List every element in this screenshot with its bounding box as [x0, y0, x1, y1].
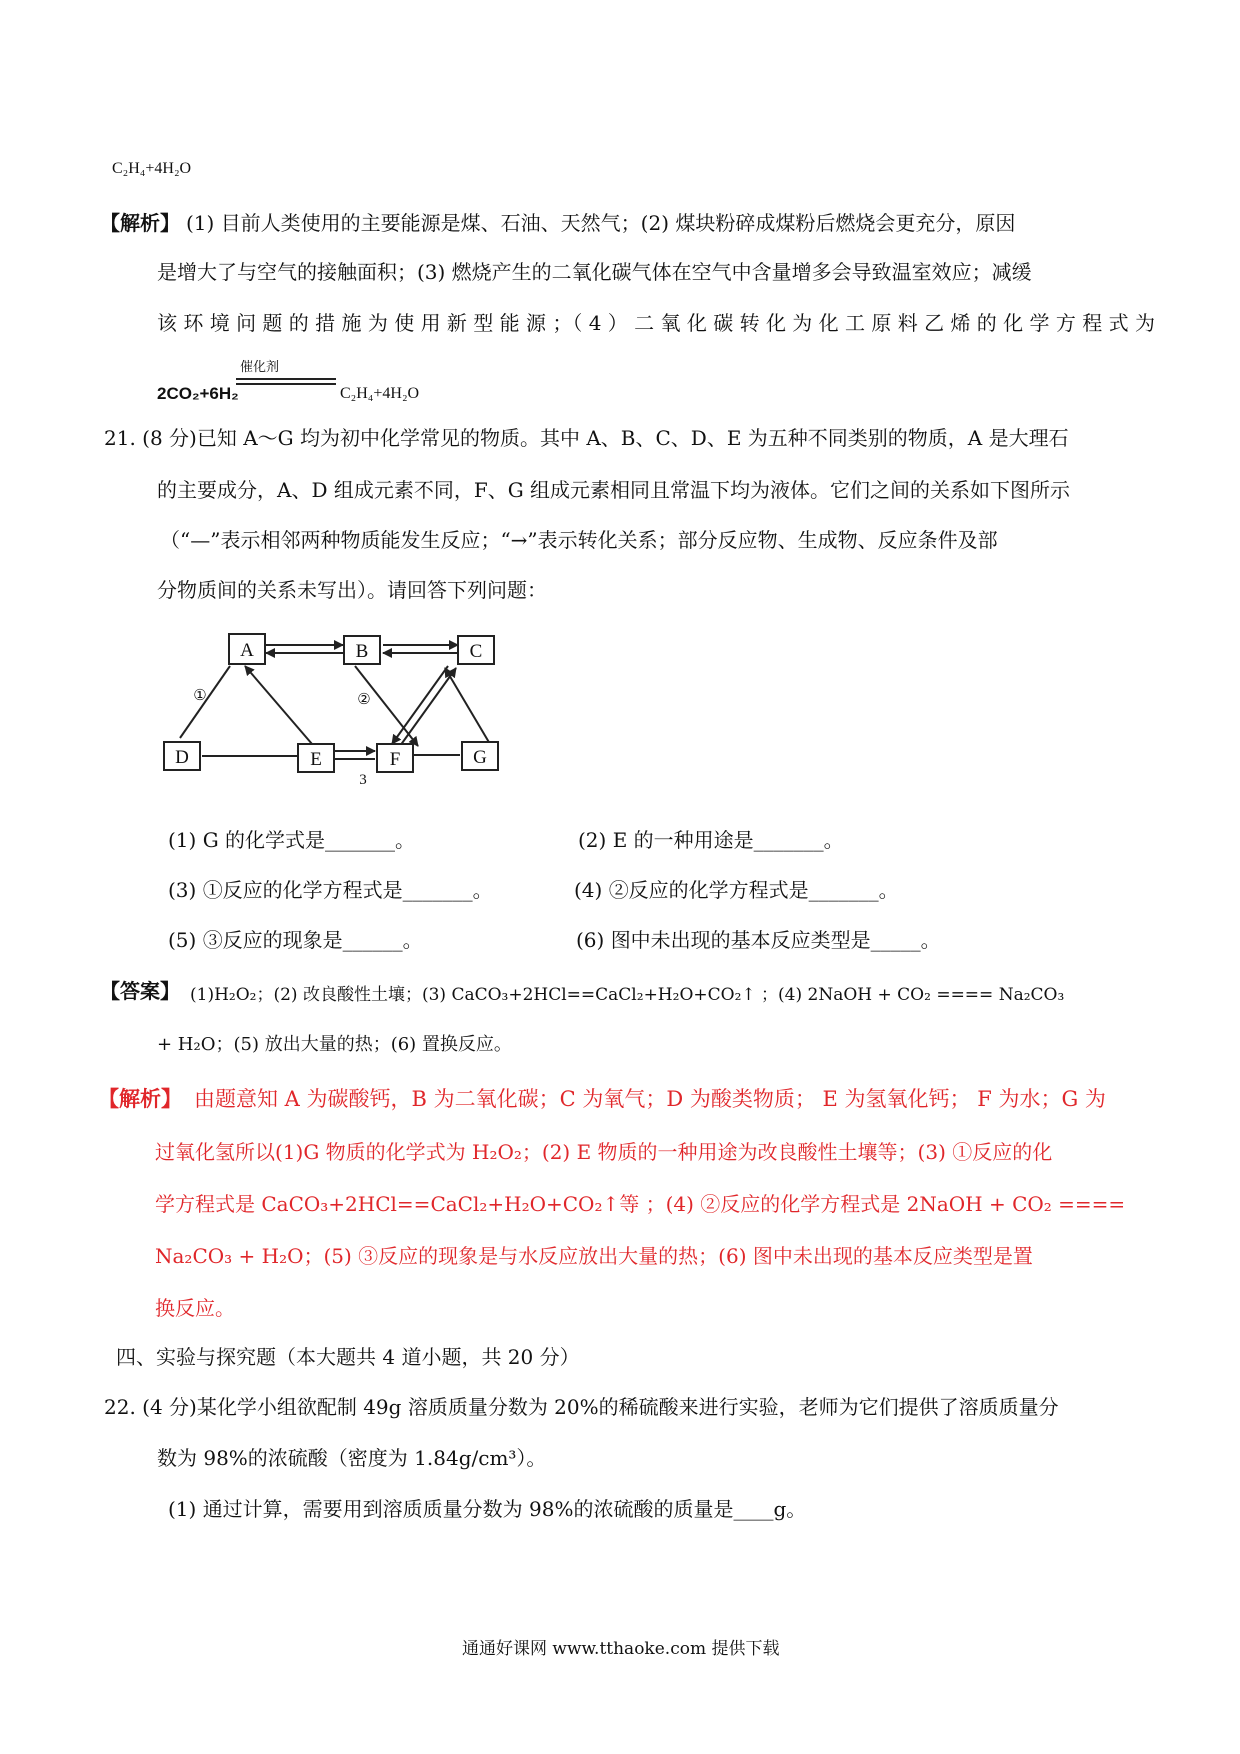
mark-2: ②: [357, 692, 371, 708]
node-g: G: [473, 747, 487, 768]
equation-line-bottom: [236, 383, 336, 385]
node-c: C: [469, 641, 483, 662]
arrow-f-to-c: [400, 668, 456, 746]
analysis-label: 【解析】: [100, 211, 180, 235]
footer-source: 通通好课网 www.tthaoke.com 提供下载: [462, 1639, 780, 1659]
answer-label: 【答案】: [100, 979, 180, 1003]
red-analysis-line-2: 过氧化氢所以(1)G 物质的化学式为 H₂O₂；(2) E 物质的一种用途为改良酸性土壤等；(3) ①反应的化: [155, 1140, 1053, 1164]
q21-sub-1: (1) G 的化学式是_______。: [168, 828, 416, 852]
top-formula: C₂H₄+4H₂O: [112, 160, 192, 177]
answer-line-1: (1)H₂O₂；(2) 改良酸性土壤；(3) CaCO₃+2HCl==CaCl₂+H₂O+CO₂↑ ；(4) 2NaOH + CO₂ ==== Na₂CO₃: [190, 985, 1065, 1005]
arrow-c-to-f: [392, 666, 448, 744]
node-f: F: [389, 749, 401, 770]
q21-line-1: 21. (8 分)已知 A～G 均为初中化学常见的物质。其中 A、B、C、D、E 为五种不同类别的物质，A 是大理石: [104, 426, 1069, 450]
q21-sub-2: (2) E 的一种用途是_______。: [578, 828, 844, 852]
answer-line-2: + H₂O；(5) 放出大量的热；(6) 置换反应。: [157, 1034, 512, 1055]
red-analysis-label: 【解析】: [98, 1086, 182, 1111]
q22-line-2: 数为 98%的浓硫酸（密度为 1.84g/cm³）。: [157, 1446, 547, 1470]
catalyst-label: 催化剂: [240, 360, 280, 375]
q22-line-1: 22. (4 分)某化学小组欲配制 49g 溶质质量分数为 20%的稀硫酸来进行实验，老师为它们提供了溶质质量分: [104, 1395, 1059, 1419]
analysis-line-3: 该 环 境 问 题 的 措 施 为 使 用 新 型 能 源 ；（ 4 ） 二 氧 化 碳 转 化 为 化 工 原 料 乙 烯 的 化 学 方 程 式 为: [157, 311, 1155, 335]
red-analysis-line-1: 由题意知 A 为碳酸钙，B 为二氧化碳；C 为氧气；D 为酸类物质； E 为氢氧化钙； F 为水；G 为: [194, 1087, 1106, 1111]
red-analysis-line-3: 学方程式是 CaCO₃+2HCl==CaCl₂+H₂O+CO₂↑等 ；(4) ②反应的化学方程式是 2NaOH + CO₂ ====: [155, 1192, 1126, 1216]
q21-sub-6: (6) 图中未出现的基本反应类型是_____。: [576, 928, 941, 952]
red-analysis-line-5: 换反应。: [155, 1296, 235, 1320]
arrow-g-to-c: [445, 668, 490, 744]
equation-right: C₂H₄+4H₂O: [340, 385, 420, 402]
q21-line-4: 分物质间的关系未写出）。请回答下列问题：: [157, 578, 547, 602]
node-d: D: [175, 747, 189, 768]
analysis-line-2: 是增大了与空气的接触面积；(3) 燃烧产生的二氧化碳气体在空气中含量增多会导致温室效应；减缓: [157, 260, 1032, 284]
mark-1: ①: [193, 688, 207, 704]
q21-line-2: 的主要成分，A、D 组成元素不同，F、G 组成元素相同且常温下均为液体。它们之间的关系如下图所示: [157, 478, 1071, 502]
equation-left: 2CO₂+6H₂: [157, 384, 239, 403]
analysis-line-1: (1) 目前人类使用的主要能源是煤、石油、天然气；(2) 煤块粉碎成煤粉后燃烧会更充分，原因: [186, 211, 1016, 235]
mark-3: 3: [359, 772, 367, 788]
q21-sub-3: (3) ①反应的化学方程式是_______。: [168, 878, 493, 902]
section-4-heading: 四、实验与探究题（本大题共 4 道小题，共 20 分）: [116, 1345, 580, 1369]
node-b: B: [355, 641, 369, 662]
q21-sub-5: (5) ③反应的现象是______。: [168, 928, 423, 952]
node-e: E: [310, 749, 322, 770]
red-analysis-line-4: Na₂CO₃ + H₂O；(5) ③反应的现象是与水反应放出大量的热；(6) 图中未出现的基本反应类型是置: [155, 1244, 1033, 1268]
reaction-diagram: [160, 628, 560, 788]
q21-line-3: （“—”表示相邻两种物质能发生反应；“→”表示转化关系；部分反应物、生成物、反应条件及部: [160, 528, 998, 552]
q21-sub-4: (4) ②反应的化学方程式是_______。: [574, 878, 899, 902]
equation-line-top: [236, 378, 336, 380]
arrow-e-to-a: [245, 666, 312, 744]
q22-sub-1: (1) 通过计算，需要用到溶质质量分数为 98%的浓硫酸的质量是____g。: [168, 1497, 807, 1521]
node-a: A: [240, 640, 254, 661]
